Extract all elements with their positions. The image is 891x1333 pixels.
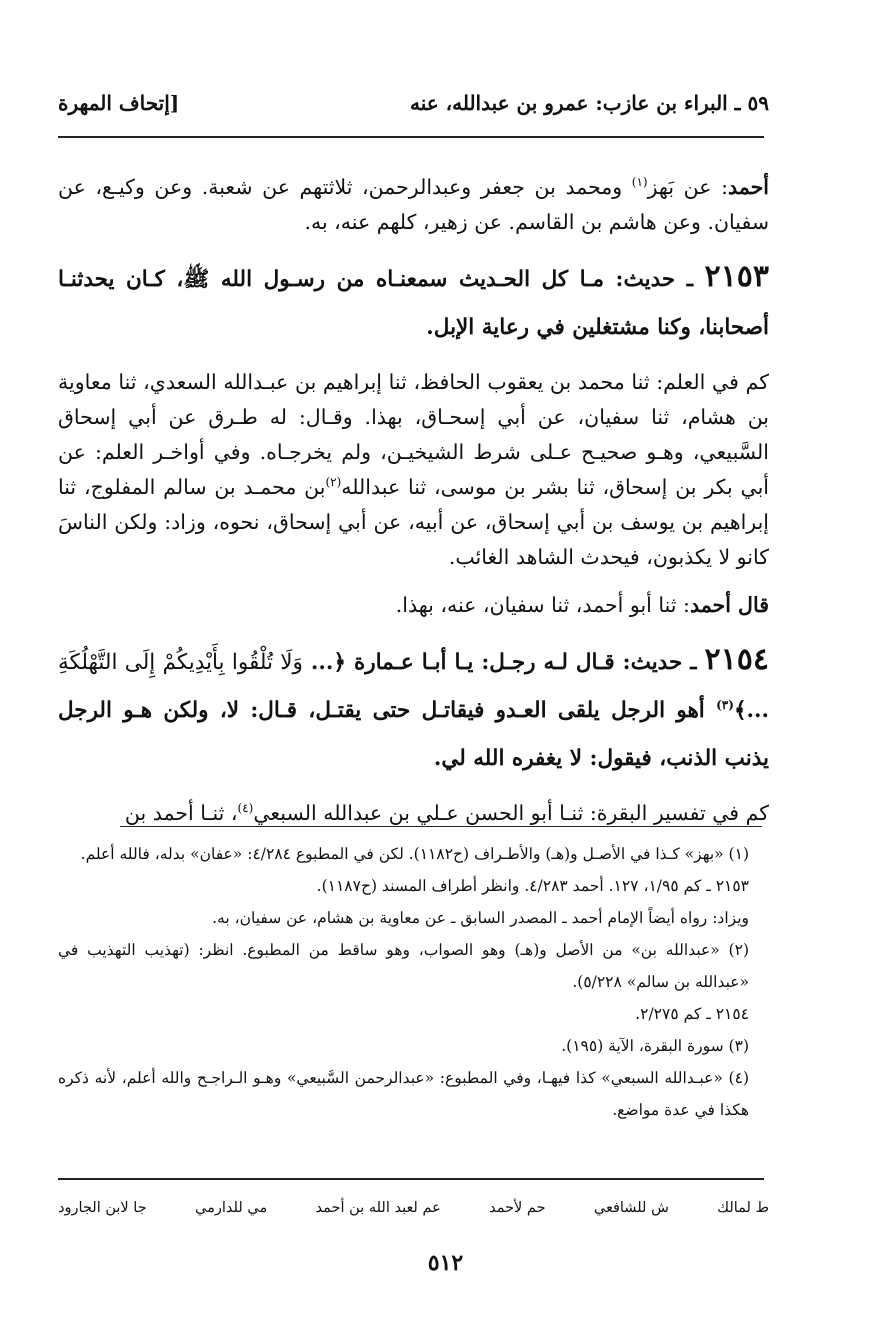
abbreviations-rule [58,1178,764,1180]
footnote-1: (١) «بهز» كـذا في الأصـل و(هـ) والأطـراف (ح١١٨٢). لكن في المطبوع ٤/٢٨٤: «عفان» بدله، فالله أعلم. [80,845,749,863]
footnote-2153: ٢١٥٣ ـ كم ١/٩٥، ١٢٧. أحمد ٤/٢٨٣. وانظر أطراف المسند (ح١١٨٧). [316,877,749,895]
paragraph-ahmad [58,588,769,623]
paragraph-kam-ilm [58,365,769,575]
hadith-number-2154: ٢١٥٤ [704,642,769,677]
hadith-2153-text: ـ حديث: مـا كل الحـديث سمعنـاه من رسـول الله ﷺ، كـان يحدثنـا أصحابنا، وكنا مشتغلين في رعاية الإبل. [58,267,769,340]
hadith-2154-text-3: أهو الرجل يلقى العـدو فيقاتـل حتى يقتـل، قـال: لا، ولكن هـو الرجل يذنب الذنب، فيقول: لا يغفره الله لي. [58,698,769,771]
footnote-ref-4: (٤) [237,801,254,816]
kam-text-2: بن محمـد بن سالم المفلوج، ثنا إبراهيم بن يوسف بن أبي إسحاق، عن أبيه، عن أبي إسحاق، نحوه، وزاد: ولكن الناسَ كانو لا يكذبون، فيحدث الشاهد الغائب. [58,475,769,569]
footnote-ref-1: (١) [631,175,648,190]
abbr-malik: ط لمالك [717,1200,769,1216]
hadith-2154-text-1: ـ حديث: قـال لـه رجـل: يـا أبـا عـمارة ﴿... [302,650,705,675]
quran-verse: وَلَا تُلْقُوا بِأَيْدِيكُمْ إِلَى التَّهْلُكَةِ [58,650,303,675]
ahmad-lead: قال أحمد [689,593,769,617]
footnote-3: (٣) سورة البقرة، الآية (١٩٥). [561,1037,749,1055]
abbr-shafii: ش للشافعي [593,1200,669,1216]
intro-lead: أحمد [728,175,769,199]
footnote-ref-3: (٣) [716,697,734,712]
hadith-number-2153: ٢١٥٣ [704,259,769,294]
footnotes [58,838,769,1126]
hadith-2153 [58,253,769,352]
footnote-2: (٢) «عبدالله بن» من الأصل و(هـ) وهو الصواب، وهو ساقط من المطبوع. انظر: (تهذيب التهذيب في «عبدالله بن سالم» ٥/٢٢٨). [58,941,749,991]
page-number: ٥١٢ [427,1250,464,1276]
intro-text-2: ومحمد بن جعفر وعبدالرحمن، ثلاثتهم عن شعبة. وعن وكيـع، عن سفيان. وعن هاشم بن القاسم. عن زهير، كلهم عنه، به. [58,175,769,234]
abbr-jarud: جا لابن الجارود [58,1200,147,1216]
abbr-ahmad: حم لأحمد [489,1200,546,1216]
footnote-ref-2: (٢) [325,475,342,490]
footnote-rule [120,826,762,827]
footnote-4: (٤) «عبـدالله السبعي» كذا فيهـا، وفي المطبوع: «عبدالرحمن السَّبيعي» وهـو الـراجـح والله أعلم، لأنه ذكره هكذا في عدة مواضع. [58,1069,749,1119]
intro-paragraph [58,170,769,240]
header-book-title: [إتحاف المهرة [58,91,180,115]
hadith-2154-text-2: ...﴾ [733,698,769,723]
intro-text-1: : عن بَهز [647,175,729,199]
abbr-abdullah: عم لعبد الله بن أحمد [315,1200,441,1216]
ahmad-text: : ثنا أبو أحمد، ثنا سفيان، عنه، بهذا. [395,593,690,617]
kam-text-1: كم في العلم: ثنا محمد بن يعقوب الحافظ، ثنا إبراهيم بن عبـدالله السعدي، ثنا معاوية بن هشام، ثنا سفيان، عن أبي إسحـاق، بهذا. وقـال: له طـرق عن أبي إسحاق السَّبيعي، وهـو صحيـح عـلى شرط الشيخيـن، ولم يخرجـاه. وفي أواخـر العلم: عن أبي بكر بن إسحاق، ثنا بشر بن موسى، ثنا عبدالله [58,370,769,499]
tafsir-text-1: كم في تفسير البقرة: ثنـا أبو الحسن عـلي بن عبدالله السبعي [253,801,769,825]
hadith-2154 [58,636,769,783]
tafsir-text-2: ، ثنـا أحمد بن [124,801,238,825]
running-header [58,86,769,120]
footnote-2154: ٢١٥٤ ـ كم ٢/٢٧٥. [635,1005,749,1023]
header-chapter-title: ٥٩ ـ البراء بن عازب: عمرو بن عبدالله، عنه [409,91,769,115]
abbr-darimi: مي للدارمي [195,1200,268,1216]
main-text [58,170,769,844]
abbreviations-key [58,1196,769,1220]
header-rule [58,136,764,138]
footnote-2153-addition: ويزاد: رواه أيضاً الإمام أحمد ـ المصدر السابق ـ عن معاوية بن هشام، عن سفيان، به. [212,909,749,927]
